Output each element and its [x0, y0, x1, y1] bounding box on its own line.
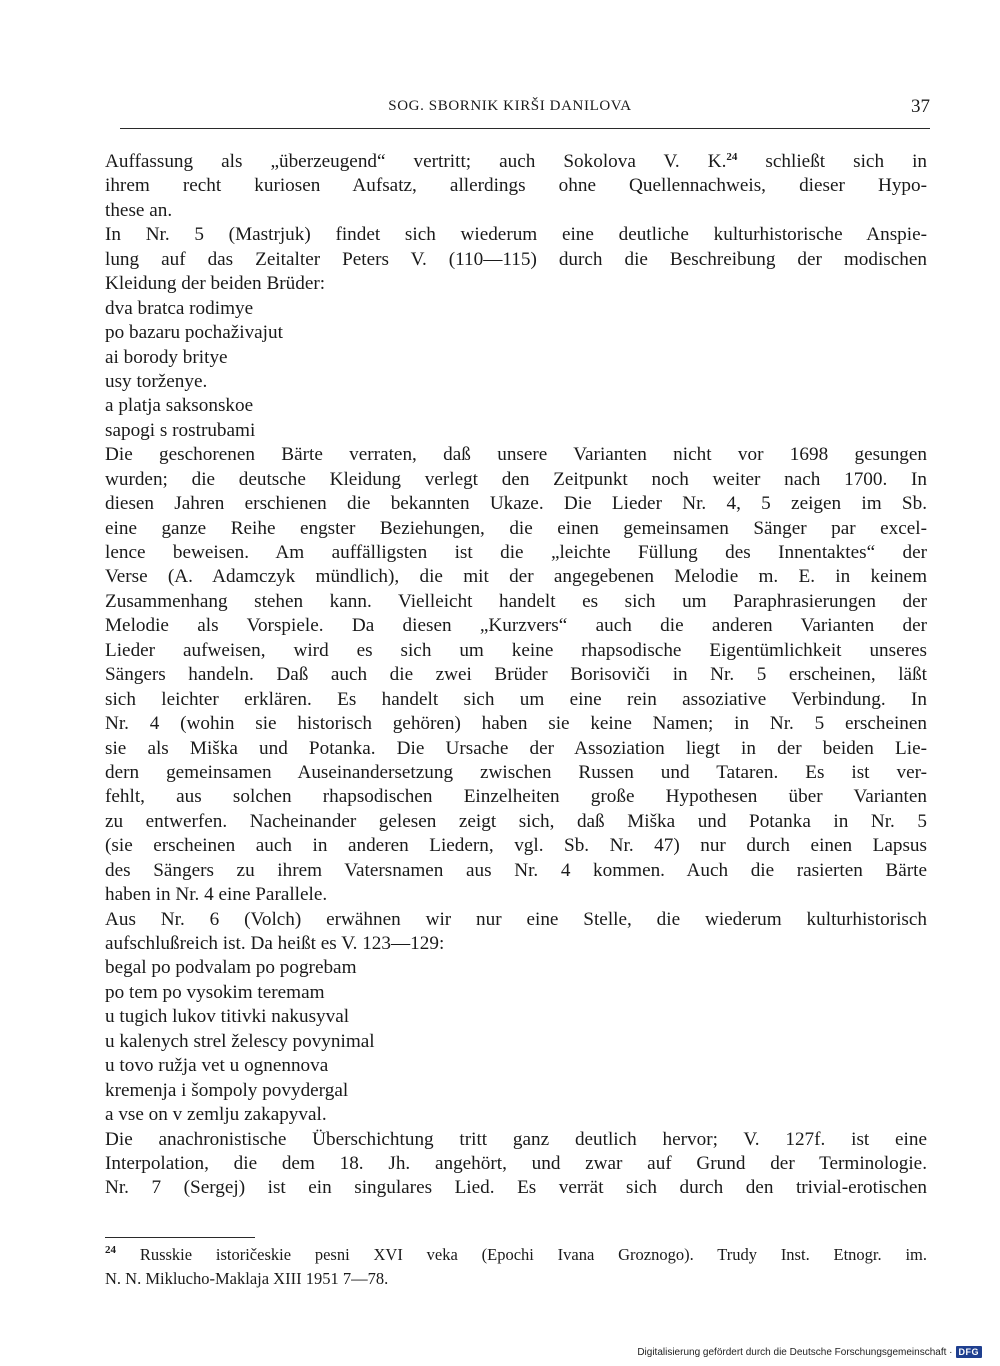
verse-line: [105, 419, 927, 443]
text-line: [105, 468, 927, 492]
line-text: Lieder aufweisen, wird es sich um keine rhapsodische Eigentümlichkeit unseres: [105, 639, 927, 661]
line-text: Verse (A. Adamczyk mündlich), die mit der angegebenen Melodie m. E. in keinem: [105, 566, 927, 588]
line-text: Aus Nr. 6 (Volch) erwähnen wir nur eine Stelle, die wiederum kulturhistorisch: [105, 908, 927, 930]
text-line: [105, 174, 927, 198]
verse-line: [105, 1079, 927, 1103]
line-text: these an.: [105, 199, 173, 221]
verse-line: [105, 1030, 927, 1054]
line-text: Die geschorenen Bärte verraten, daß unsere Varianten nicht vor 1698 gesungen: [105, 444, 927, 466]
line-text: diesen Jahren erschienen die bekannten Ukaze. Die Lieder Nr. 4, 5 zeigen im Sb.: [105, 493, 927, 515]
text-line: [105, 492, 927, 516]
running-title: SOG. SBORNIK KIRŠI DANILOVA: [388, 98, 632, 114]
line-text: u kalenych strel želescy povynimal: [105, 1030, 375, 1052]
body-text: [105, 150, 927, 1201]
line-text: lung auf das Zeitalter Peters V. (110—115) durch die Beschreibung der modischen: [105, 248, 927, 270]
line-text: Die anachronistische Überschichtung tritt ganz deutlich hervor; V. 127f. ist eine: [105, 1128, 927, 1150]
verse-line: [105, 346, 927, 370]
line-text: dern gemeinsamen Auseinandersetzung zwischen Russen und Tataren. Es ist ver-: [105, 761, 927, 783]
text-line: [105, 712, 927, 736]
line-text: po bazaru pochaživajut: [105, 322, 283, 344]
header-rule: [120, 128, 930, 129]
line-text: In Nr. 5 (Mastrjuk) findet sich wiederum eine deutliche kulturhistorische Anspie-: [105, 224, 927, 246]
text-line: [105, 541, 927, 565]
footnote-line: [105, 1268, 927, 1292]
verse-line: [105, 1103, 927, 1127]
line-text: a platja saksonskoe: [105, 395, 254, 417]
running-head: [120, 96, 930, 120]
text-line: [105, 785, 927, 809]
dfg-logo-icon: DFG: [956, 1346, 983, 1358]
text-line: [105, 590, 927, 614]
text-line: [105, 565, 927, 589]
line-text: u tovo ružja vet u ognennova: [105, 1055, 329, 1077]
text-line: [105, 834, 927, 858]
line-text: u tugich lukov titivki nakusyval: [105, 1006, 350, 1028]
line-text: Auffassung als „überzeugend“ vertritt; auch Sokolova V. K.: [105, 151, 727, 172]
footnotes: [105, 1244, 927, 1293]
line-text: Nr. 4 (wohin sie historisch gehören) haben sie keine Namen; in Nr. 5 erscheinen: [105, 713, 927, 735]
line-text: sich leichter erklären. Es handelt sich um eine rein assoziative Verbindung. In: [105, 688, 927, 710]
text-line: [105, 443, 927, 467]
line-text: Interpolation, die dem 18. Jh. angehört, und zwar auf Grund der Terminologie.: [105, 1152, 927, 1174]
line-text: sie als Miška und Potanka. Die Ursache der Assoziation liegt in der beiden Lie-: [105, 737, 927, 759]
footer-text: Digitalisierung gefördert durch die Deutsche Forschungsgemeinschaft ·: [637, 1346, 953, 1358]
line-text-tail: schließt sich in: [737, 151, 927, 172]
line-text: (sie erscheinen auch in anderen Liedern, vgl. Sb. Nr. 47) nur durch einen Lapsus: [105, 835, 927, 857]
text-line: [105, 150, 927, 174]
line-text: fehlt, aus solchen rhapsodischen Einzelheiten große Hypothesen über Varianten: [105, 786, 927, 808]
verse-line: [105, 1054, 927, 1078]
line-text: begal po podvalam po pogrebam: [105, 957, 357, 979]
verse-line: [105, 370, 927, 394]
footnote-text: Russkie istoričeskie pesni XVI veka (Epochi Ivana Groznogo). Trudy Inst. Etnogr. im.: [116, 1245, 927, 1264]
page-number: 37: [911, 96, 930, 117]
line-text: a vse on v zemlju zakapyval.: [105, 1104, 327, 1126]
line-text: Melodie als Vorspiele. Da diesen „Kurzvers“ auch die anderen Varianten der: [105, 615, 927, 637]
footnote-rule: [105, 1237, 255, 1238]
text-line: [105, 639, 927, 663]
line-text: sapogi s rostrubami: [105, 419, 256, 441]
text-line: [105, 517, 927, 541]
text-line: [105, 1176, 927, 1200]
footnote-line: [105, 1244, 927, 1268]
text-line: [105, 248, 927, 272]
text-line: [105, 761, 927, 785]
text-line: [105, 688, 927, 712]
line-text: kremenja i šompoly povydergal: [105, 1079, 349, 1101]
line-text: haben in Nr. 4 eine Parallele.: [105, 884, 328, 906]
text-line: [105, 614, 927, 638]
text-line: [105, 810, 927, 834]
line-text: ihrem recht kuriosen Aufsatz, allerdings ohne Quellennachweis, dieser Hypo-: [105, 175, 927, 197]
footnote-marker: 24: [105, 1244, 116, 1256]
line-text: ai borody britye: [105, 346, 228, 368]
text-line: [105, 199, 927, 223]
line-text: Sängers handeln. Daß auch die zwei Brüder Borisoviči in Nr. 5 erscheinen, läßt: [105, 664, 927, 686]
line-text: Zusammenhang stehen kann. Vielleicht handelt es sich um Paraphrasierungen der: [105, 590, 927, 612]
text-line: [105, 859, 927, 883]
line-text: po tem po vysokim teremam: [105, 981, 325, 1003]
line-text: zu entwerfen. Nacheinander gelesen zeigt sich, daß Miška und Potanka in Nr. 5: [105, 810, 927, 832]
line-text: des Sängers zu ihrem Vatersnamen aus Nr. 4 kommen. Auch die rasierten Bärte: [105, 859, 927, 881]
text-line: [105, 223, 927, 247]
text-line: [105, 883, 927, 907]
text-line: [105, 908, 927, 932]
footnote-reference: 24: [726, 151, 738, 163]
verse-line: [105, 321, 927, 345]
line-text: eine ganze Reihe engster Beziehungen, die einen gemeinsamen Sänger par excel-: [105, 517, 927, 539]
text-line: [105, 272, 927, 296]
line-text: Nr. 7 (Sergej) ist ein singulares Lied. Es verrät sich durch den trivial-erotischen: [105, 1177, 927, 1199]
footnote-text: N. N. Miklucho-Maklaja XIII 1951 7—78.: [105, 1269, 389, 1289]
verse-line: [105, 956, 927, 980]
line-text: wurden; die deutsche Kleidung verlegt den Zeitpunkt noch weiter nach 1700. In: [105, 468, 927, 490]
line-text: Kleidung der beiden Brüder:: [105, 273, 326, 295]
line-text: lence beweisen. Am auffälligsten ist die „leichte Füllung des Innentaktes“ der: [105, 542, 927, 563]
verse-line: [105, 1005, 927, 1029]
text-line: [105, 737, 927, 761]
text-line: [105, 932, 927, 956]
verse-line: [105, 297, 927, 321]
verse-line: [105, 394, 927, 418]
line-text: aufschlußreich ist. Da heißt es V. 123—129:: [105, 933, 445, 954]
verse-line: [105, 981, 927, 1005]
text-line: [105, 663, 927, 687]
digitization-footer: [637, 1346, 982, 1358]
line-text: usy torženye.: [105, 370, 208, 392]
text-line: [105, 1152, 927, 1176]
text-line: [105, 1128, 927, 1152]
line-text: dva bratca rodimye: [105, 297, 254, 319]
